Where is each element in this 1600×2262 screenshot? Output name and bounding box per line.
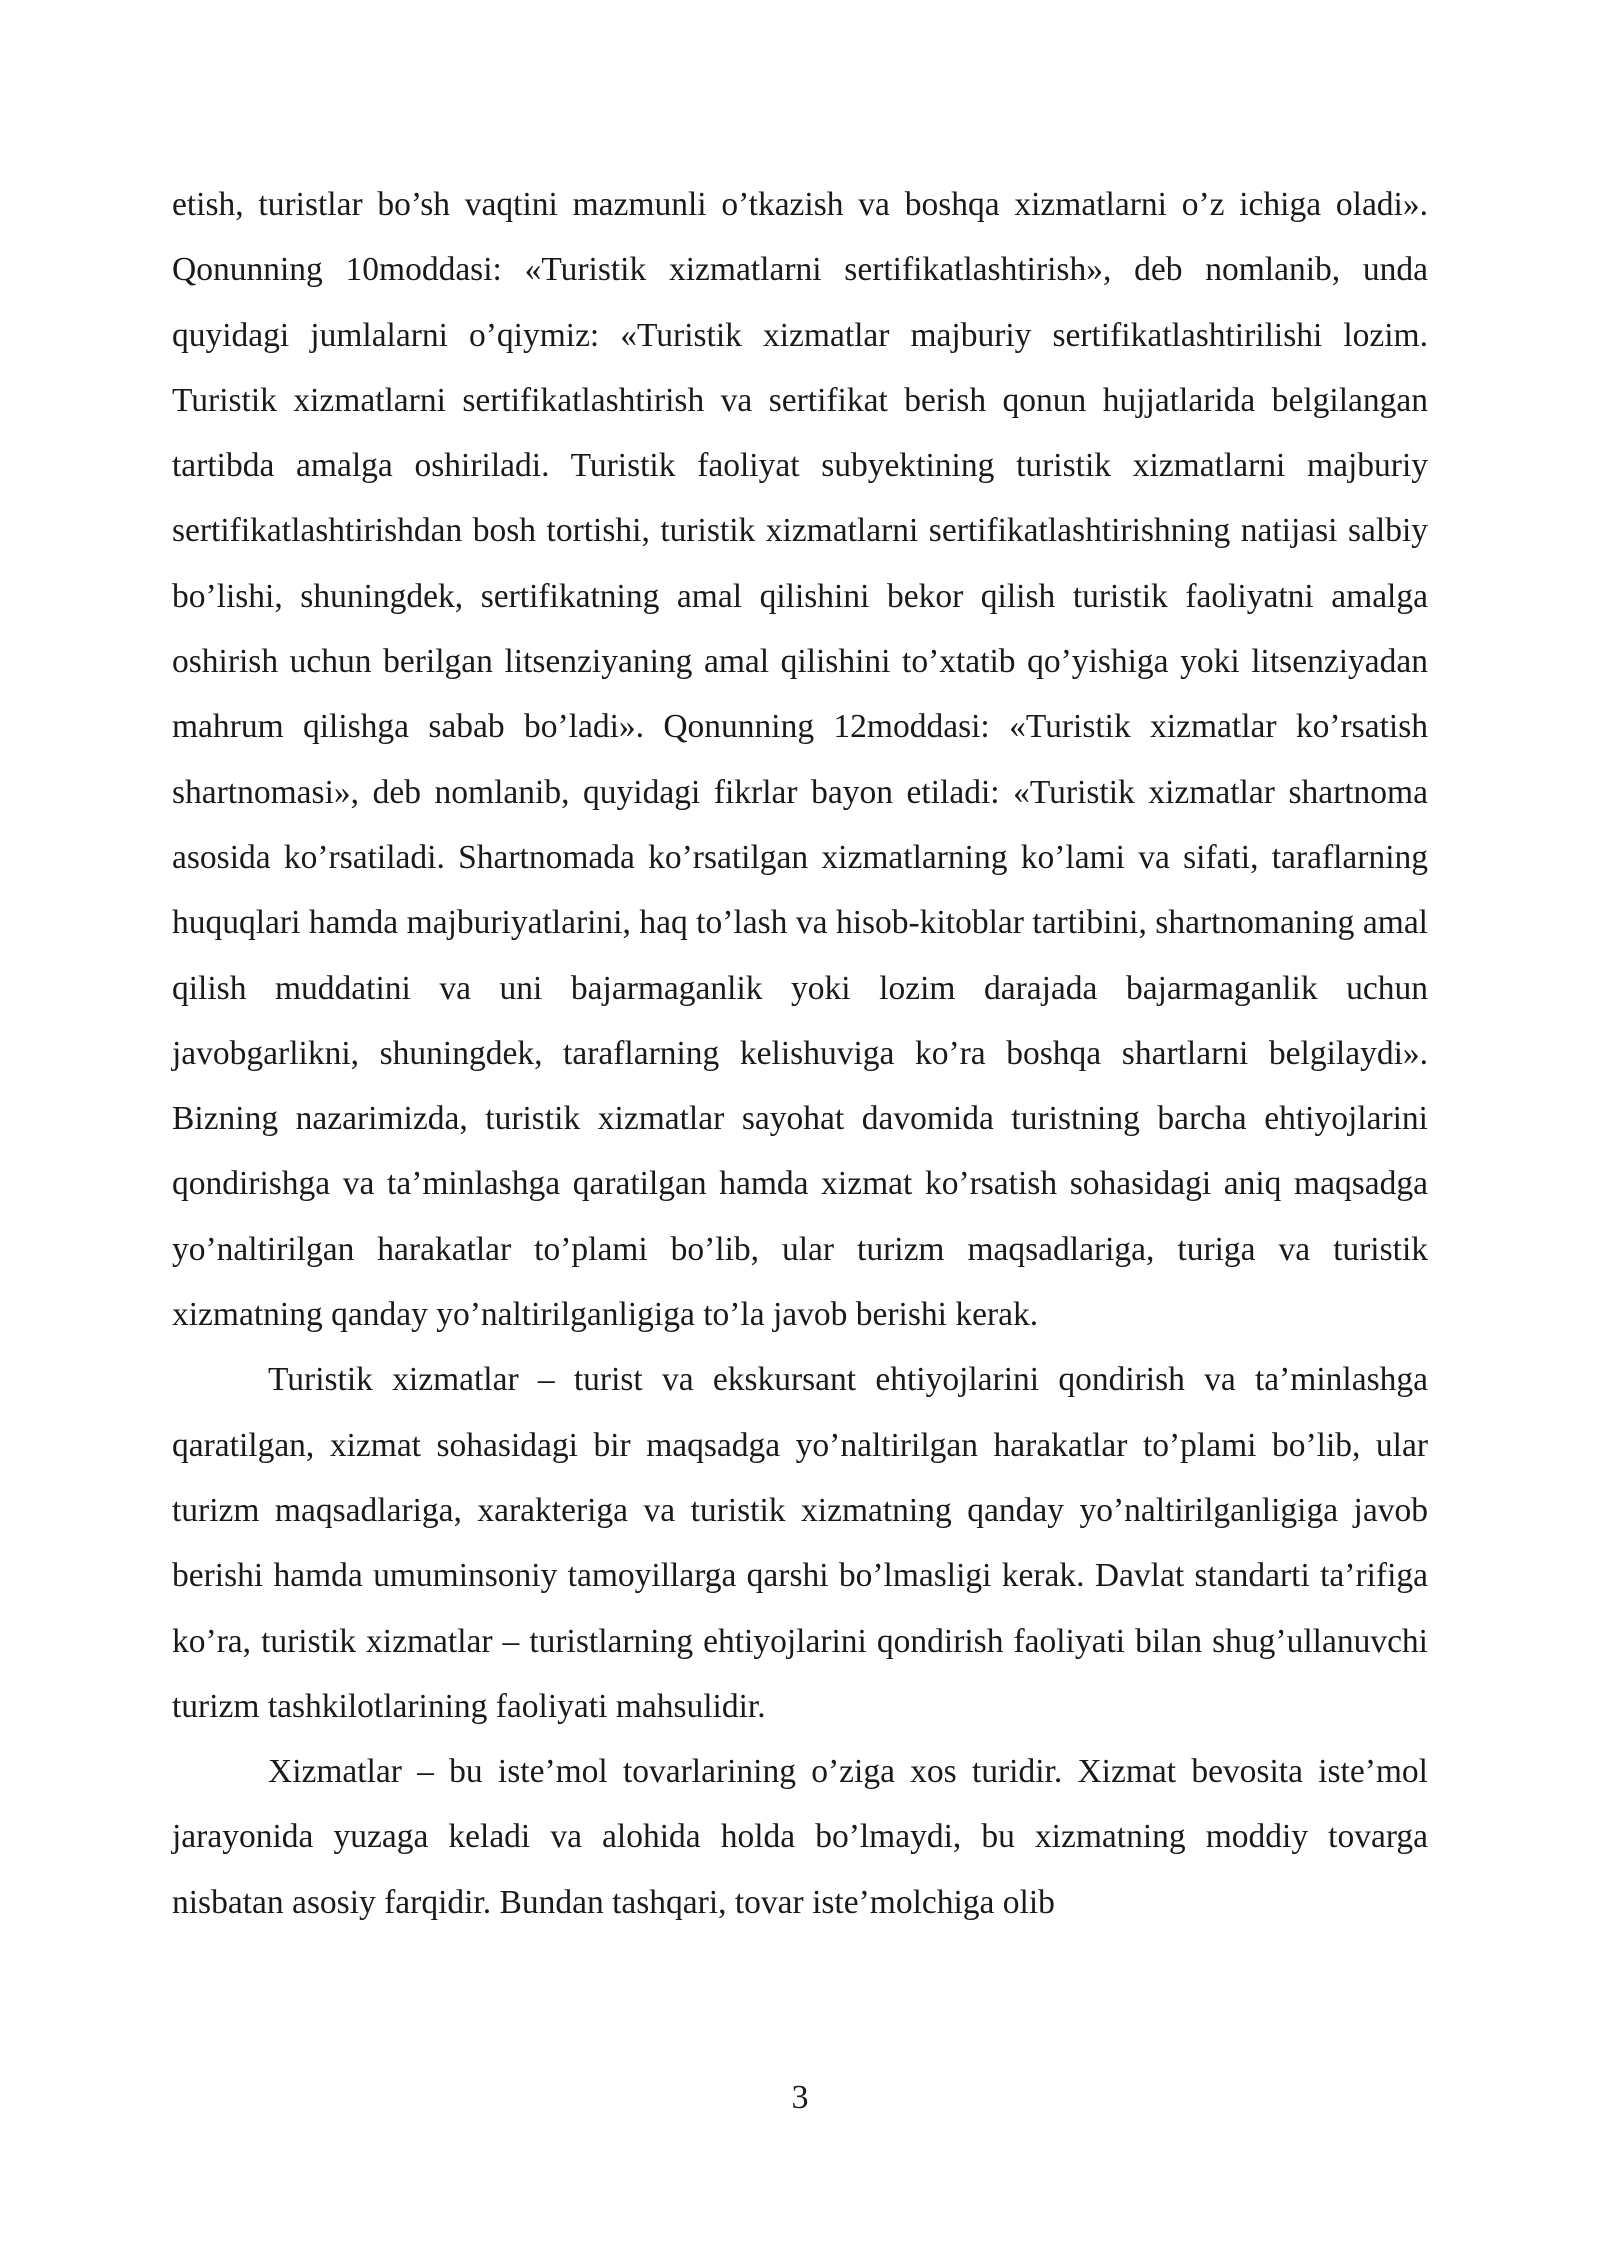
paragraph-2: Turistik xizmatlar – turist va ekskursant ehtiyojlarini qondirish va ta’minlashga qaratilgan, xizmat sohasidagi bir maqsadga yo’naltirilgan harakatlar to’plami bo’lib, ular turizm maqsadlariga, xarakteriga va turistik xizmatning qanday yo’naltirilganligiga javob berishi hamda umuminsoniy tamoyillarga qarshi bo’lmasligi kerak. Davlat standarti ta’rifiga ko’ra, turistik xizmatlar – turistlarning ehtiyojlarini qondirish faoliyati bilan shug’ullanuvchi turizm tashkilotlarining faoliyati mahsulidir.	[172, 1361, 1428, 1725]
paragraph-3: Xizmatlar – bu iste’mol tovarlarining o’ziga xos turidir. Xizmat bevosita iste’mol jarayonida yuzaga keladi va alohida holda bo’lmaydi, bu xizmatning moddiy tovarga nisbatan asosiy farqidir. Bundan tashqari, tovar iste’molchiga olib	[172, 1753, 1428, 1921]
body-text	[172, 172, 1428, 1935]
paragraph-1: etish, turistlar bo’sh vaqtini mazmunli o’tkazish va boshqa xizmatlarni o’z ichiga oladi». Qonunning 10moddasi: «Turistik xizmatlarni sertifikatlashtirish», deb nomlanib, unda quyidagi jumlalarni o’qiymiz: «Turistik xizmatlar majburiy sertifikatlashtirilishi lozim. Turistik xizmatlarni sertifikatlashtirish va sertifikat berish qonun hujjatlarida belgilangan tartibda amalga oshiriladi. Turistik faoliyat subyektining turistik xizmatlarni majburiy sertifikatlashtirishdan bosh tortishi, turistik xizmatlarni sertifikatlashtirishning natijasi salbiy bo’lishi, shuningdek, sertifikatning amal qilishini bekor qilish turistik faoliyatni amalga oshirish uchun berilgan litsenziyaning amal qilishini to’xtatib qo’yishiga yoki litsenziyadan mahrum qilishga sabab bo’ladi». Qonunning 12moddasi: «Turistik xizmatlar ko’rsatish shartnomasi», deb nomlanib, quyidagi fikrlar bayon etiladi: «Turistik xizmatlar shartnoma asosida ko’rsatiladi. Shartnomada ko’rsatilgan xizmatlarning ko’lami va sifati, taraflarning huquqlari hamda majburiyatlarini, haq to’lash va hisob-kitoblar tartibini, shartnomaning amal qilish muddatini va uni bajarmaganlik yoki lozim darajada bajarmaganlik uchun javobgarlikni, shuningdek, taraflarning kelishuviga ko’ra boshqa shartlarni belgilaydi». Bizning nazarimizda, turistik xizmatlar sayohat davomida turistning barcha ehtiyojlarini qondirishga va ta’minlashga qaratilgan hamda xizmat ko’rsatish sohasidagi aniq maqsadga yo’naltirilgan harakatlar to’plami bo’lib, ular turizm maqsadlariga, turiga va turistik xizmatning qanday yo’naltirilganligiga to’la javob berishi kerak.	[172, 186, 1428, 1334]
page-number: 3	[791, 2079, 809, 2116]
